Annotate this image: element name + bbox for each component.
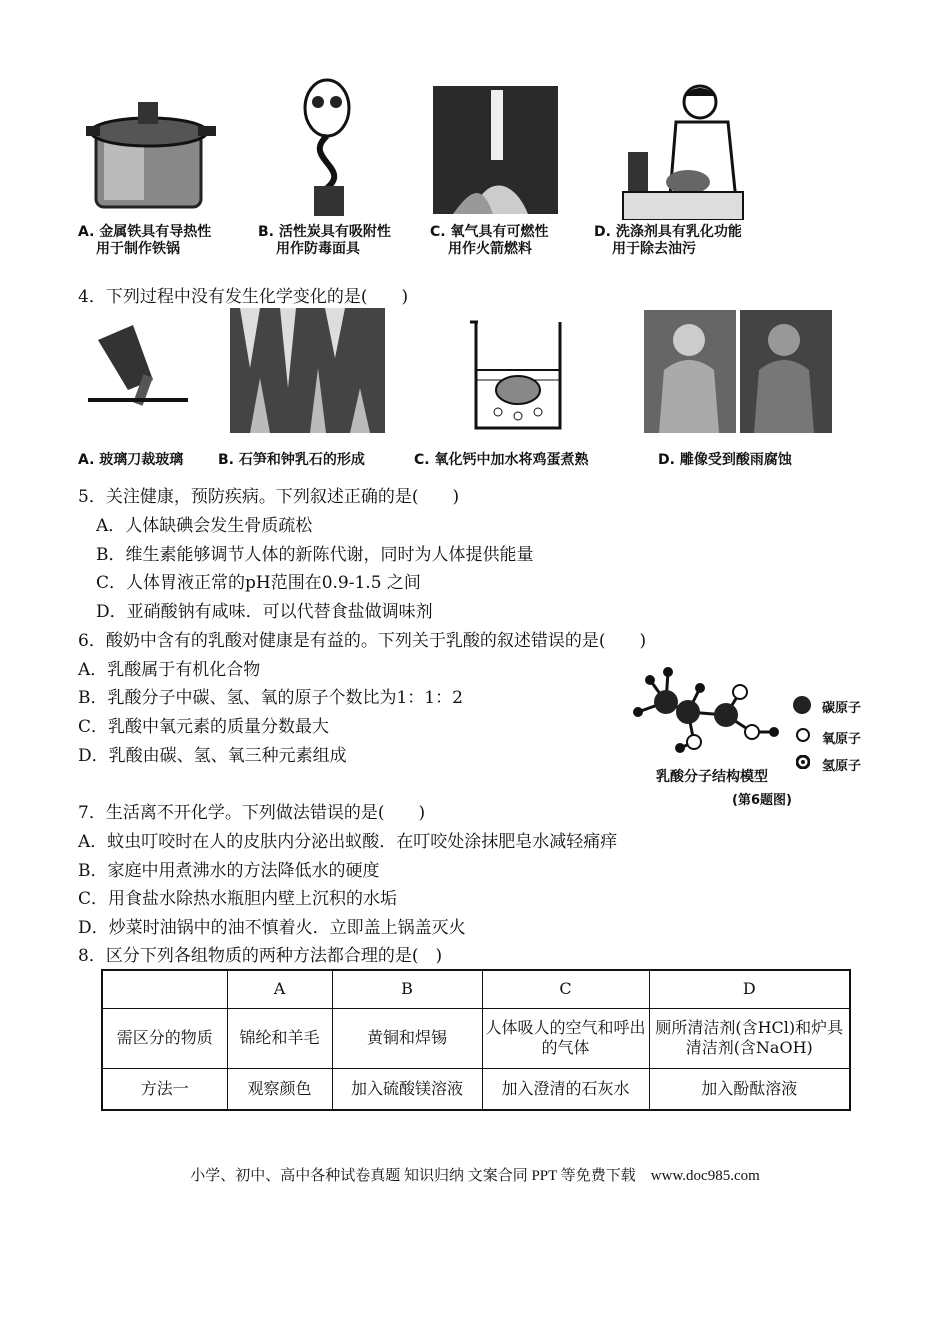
pressure-cooker-image: [86, 92, 216, 217]
q7-option-a: A．蚊虫叮咬时在人的皮肤内分泌出蚁酸．在叮咬处涂抹肥皂水减轻痛痒: [78, 832, 618, 852]
q4-stem: 4．下列过程中没有发生化学变化的是( ): [78, 287, 409, 307]
q5-option-b: B．维生素能够调节人体的新陈代谢，同时为人体提供能量: [96, 545, 534, 565]
table-cell: 加入硫酸镁溶液: [332, 1068, 482, 1110]
q5-option-d: D．亚硝酸钠有咸味．可以代替食盐做调味剂: [96, 602, 433, 622]
table-cell: 人体吸人的空气和呼出的气体: [482, 1008, 649, 1068]
q5-option-a: A．人体缺碘会发生骨质疏松: [96, 516, 313, 536]
q6-option-d: D．乳酸由碳、氢、氧三种元素组成: [78, 746, 347, 766]
carbon-atom-legend-icon: [792, 695, 812, 715]
q5-option-c: C．人体胃液正常的pH范围在0.9-1.5 之间: [96, 573, 421, 593]
glass-cutter-image: [88, 320, 188, 415]
q4-option-c-caption: C. 氧化钙中加水将鸡蛋煮熟: [414, 452, 589, 468]
legend-hydrogen-label: 氢原子: [822, 759, 862, 774]
option-b-caption-line2: 用作防毒面具: [276, 241, 360, 257]
legend-carbon-label: 碳原子: [822, 701, 862, 716]
option-a-caption-line2: 用于制作铁锅: [96, 241, 180, 257]
table-cell: 加入澄清的石灰水: [482, 1068, 649, 1110]
row-label: 需区分的物质: [102, 1008, 227, 1068]
table-header-cell: D: [649, 970, 850, 1008]
option-a-caption-line1: A. 金属铁具有导热性: [78, 224, 212, 240]
q6-stem: 6．酸奶中含有的乳酸对健康是有益的。下列关于乳酸的叙述错误的是( ): [78, 631, 647, 651]
q8-comparison-table: [101, 969, 851, 1111]
table-row: [102, 1008, 850, 1068]
lactic-acid-molecule-model: [628, 660, 788, 760]
row-label: 方法一: [102, 1068, 227, 1110]
figure-caption: (第6题图): [732, 793, 792, 808]
statue-corrosion-image: [644, 310, 832, 433]
page-footer: 小学、初中、高中各种试卷真题 知识归纳 文案合同 PPT 等免费下载 www.doc985.com: [190, 1168, 760, 1184]
option-d-caption-line1: D. 洗涤剂具有乳化功能: [594, 224, 742, 240]
option-c-caption-line2: 用作火箭燃料: [448, 241, 532, 257]
table-cell: 锦纶和羊毛: [227, 1008, 332, 1068]
stalactite-image: [230, 308, 385, 433]
legend-oxygen-label: 氧原子: [822, 732, 862, 747]
molecule-model-caption: 乳酸分子结构模型: [656, 769, 768, 785]
q6-option-b: B．乳酸分子中碳、氢、氧的原子个数比为1：1：2: [78, 688, 463, 708]
washing-dishes-image: [618, 82, 748, 220]
q6-option-c: C．乳酸中氧元素的质量分数最大: [78, 717, 330, 737]
table-cell: 观察颜色: [227, 1068, 332, 1110]
table-header-cell: C: [482, 970, 649, 1008]
option-c-caption-line1: C. 氧气具有可燃性: [430, 224, 549, 240]
q5-stem: 5．关注健康，预防疾病。下列叙述正确的是( ): [78, 487, 460, 507]
table-cell: 黄铜和焊锡: [332, 1008, 482, 1068]
q4-option-d-caption: D. 雕像受到酸雨腐蚀: [658, 452, 792, 468]
q6-option-a: A．乳酸属于有机化合物: [78, 660, 261, 680]
table-header-cell: B: [332, 970, 482, 1008]
beaker-egg-image: [468, 320, 568, 432]
hydrogen-atom-legend-icon: [796, 755, 810, 769]
q7-option-c: C．用食盐水除热水瓶胆内壁上沉积的水垢: [78, 889, 398, 909]
q7-option-b: B．家庭中用煮沸水的方法降低水的硬度: [78, 861, 380, 881]
table-header-cell: [102, 970, 227, 1008]
table-header-row: [102, 970, 850, 1008]
q7-option-d: D．炒菜时油锅中的油不慎着火．立即盖上锅盖灭火: [78, 918, 466, 938]
q8-stem: 8．区分下列各组物质的两种方法都合理的是( ): [78, 946, 443, 966]
gas-mask-image: [292, 78, 362, 218]
q7-stem: 7．生活离不开化学。下列做法错误的是( ): [78, 803, 426, 823]
table-cell: 加入酚酞溶液: [649, 1068, 850, 1110]
oxygen-atom-legend-icon: [796, 728, 810, 742]
q4-option-a-caption: A. 玻璃刀裁玻璃: [78, 452, 184, 468]
option-d-caption-line2: 用于除去油污: [612, 241, 696, 257]
table-row: [102, 1068, 850, 1110]
rocket-launch-image: [433, 86, 558, 214]
q4-option-b-caption: B. 石笋和钟乳石的形成: [218, 452, 365, 468]
option-b-caption-line1: B. 活性炭具有吸附性: [258, 224, 391, 240]
table-cell: 厕所清洁剂(含HCl)和炉具清洁剂(含NaOH): [649, 1008, 850, 1068]
table-header-cell: A: [227, 970, 332, 1008]
